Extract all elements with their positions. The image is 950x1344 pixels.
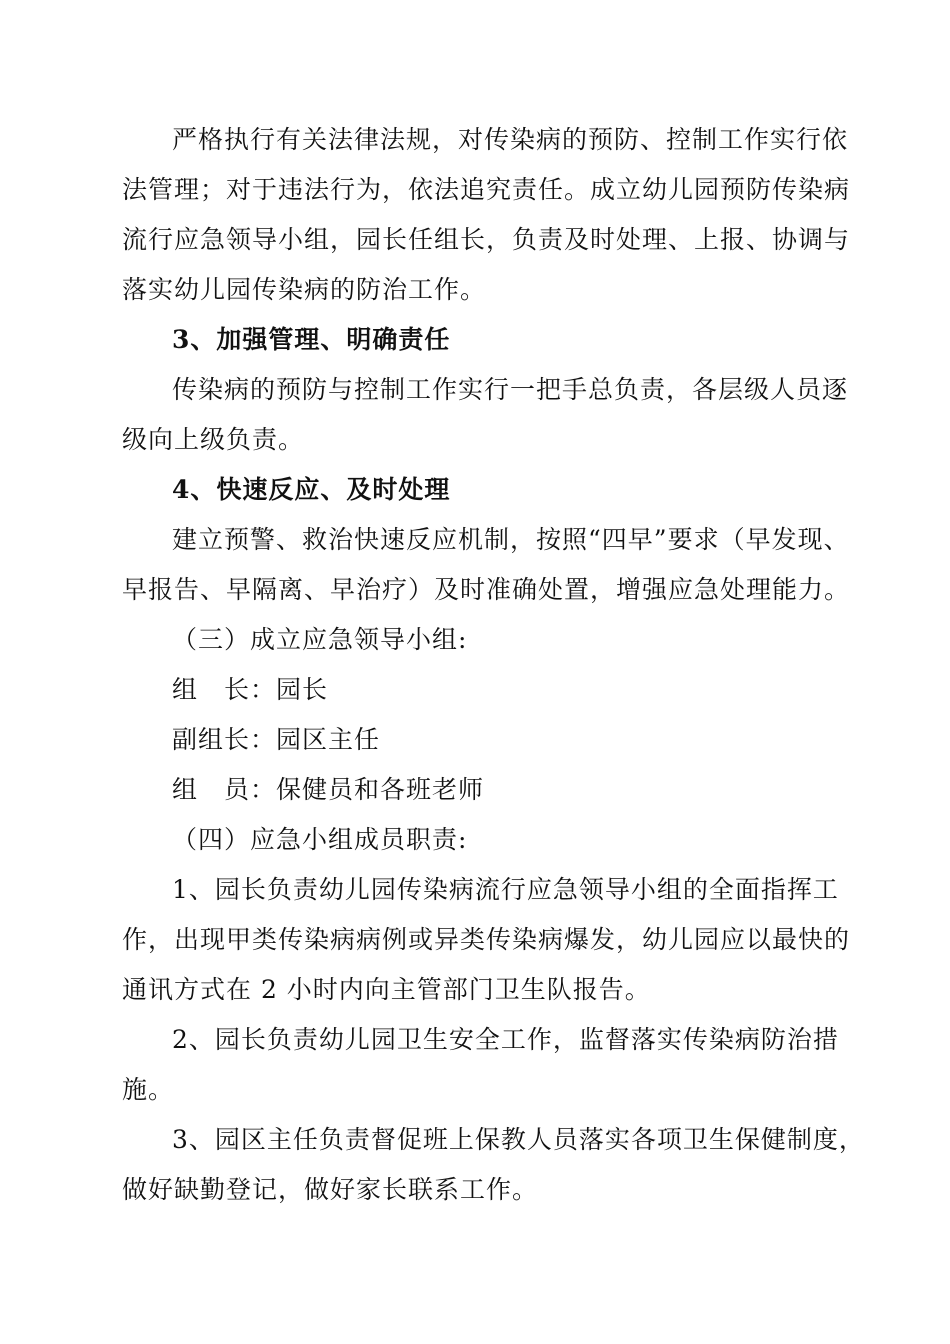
duty-1-line-1: 1、园长负责幼儿园传染病流行应急领导小组的全面指挥工: [172, 875, 839, 904]
duty-2-line-2: 施。: [122, 1075, 175, 1104]
duty-1-line-3: 通讯方式在 2 小时内向主管部门卫生队报告。: [122, 975, 651, 1004]
duty-2-line-1: 2、园长负责幼儿园卫生安全工作，监督落实传染病防治措: [172, 1025, 839, 1054]
deputy-line: 副组长：园区主任: [172, 725, 381, 754]
heading-4: 4、快速反应、及时处理: [172, 475, 451, 504]
paragraph-1-line-3: 流行应急领导小组，园长任组长，负责及时处理、上报、协调与: [122, 225, 851, 254]
members-line: 组 员：保健员和各班老师: [172, 775, 485, 804]
leader-line: 组 长：园长: [172, 675, 329, 704]
section-3-heading: （三）成立应急领导小组:: [172, 625, 468, 654]
paragraph-2-line-1: 传染病的预防与控制工作实行一把手总负责，各层级人员逐: [172, 375, 849, 404]
duty-3-line-2: 做好缺勤登记，做好家长联系工作。: [122, 1175, 539, 1204]
paragraph-1-line-2: 法管理；对于违法行为，依法追究责任。成立幼儿园预防传染病: [122, 175, 851, 204]
paragraph-1-line-1: 严格执行有关法律法规，对传染病的预防、控制工作实行依: [172, 125, 849, 154]
section-4-heading: （四）应急小组成员职责:: [172, 825, 468, 854]
heading-3: 3、加强管理、明确责任: [172, 325, 451, 354]
paragraph-2-line-2: 级向上级负责。: [122, 425, 305, 454]
paragraph-3-line-2: 早报告、早隔离、早治疗）及时准确处置，增强应急处理能力。: [122, 575, 851, 604]
paragraph-3-line-1: 建立预警、救治快速反应机制，按照“四早”要求（早发现、: [172, 525, 850, 554]
paragraph-1-line-4: 落实幼儿园传染病的防治工作。: [122, 275, 487, 304]
duty-1-line-2: 作，出现甲类传染病病例或异类传染病爆发，幼儿园应以最快的: [122, 925, 851, 954]
duty-3-line-1: 3、园区主任负责督促班上保教人员落实各项卫生保健制度，: [172, 1125, 865, 1154]
